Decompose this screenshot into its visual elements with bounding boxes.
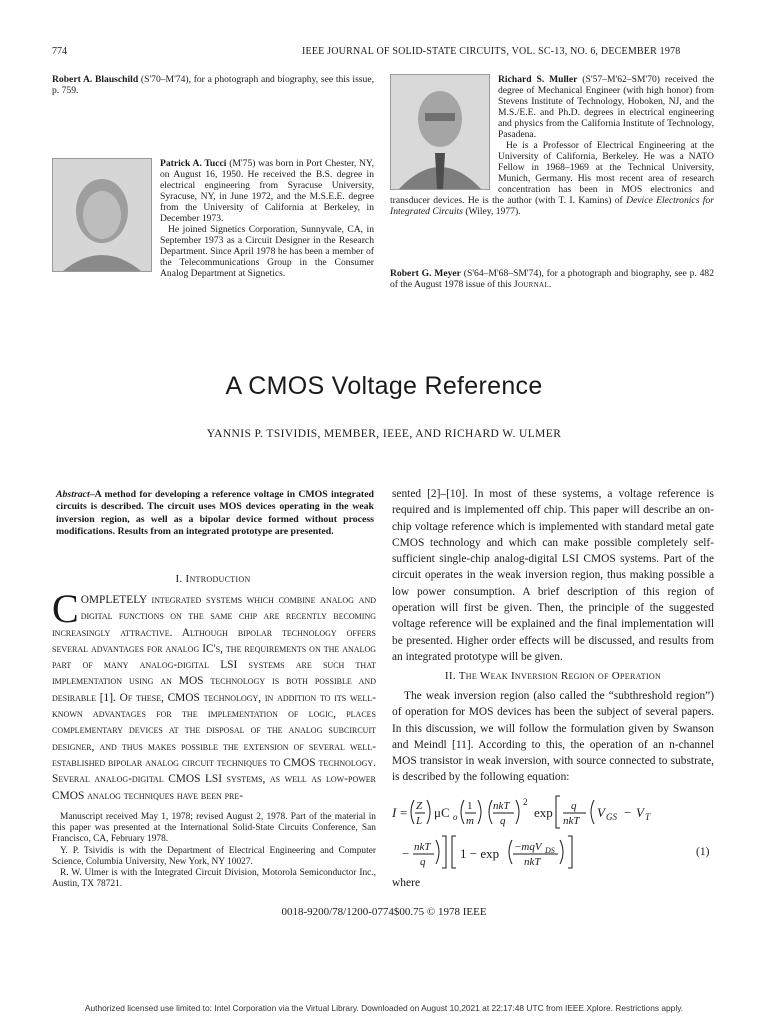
paper-title: A CMOS Voltage Reference: [225, 372, 543, 400]
paper-authors: YANNIS P. TSIVIDIS, MEMBER, IEEE, AND RICHARD W. ULMER: [206, 428, 562, 440]
bio-name: Robert A. Blauschild: [52, 74, 139, 85]
bio-tucci: Patrick A. Tucci (M'75) was born in Port Chester, NY, on August 16, 1950. He received the B.S. degree in electrical engineering from Syracuse University, Syracuse, NY, in June 1972, and the M.S.E.E. degree from the University of California at Berkeley, in December 1973. He joined Signetics Corporation, Sunnyvale, CA, in September 1973 as a Circuit Designer in the Research Department. Since April 1978 he has been a member of the Telecommunications Group in the Consumer Analog Department at Signetics.: [160, 158, 375, 279]
svg-text:nkT: nkT: [563, 815, 580, 827]
svg-text:−: −: [402, 846, 410, 861]
running-head: IEEE JOURNAL OF SOLID-STATE CIRCUITS, VOL. SC-13, NO. 6, DECEMBER 1978: [302, 46, 681, 57]
svg-text:o: o: [453, 812, 458, 822]
svg-text:m: m: [466, 815, 474, 827]
svg-text:GS: GS: [606, 812, 617, 822]
svg-text:q: q: [500, 815, 506, 827]
svg-text:I: I: [392, 805, 397, 820]
svg-text:Z: Z: [416, 800, 423, 812]
svg-text:V: V: [636, 805, 644, 820]
abstract: Abstract–A method for developing a reference voltage in CMOS integrated circuits is described. The circuit uses MOS devices operating in the weak inversion region, as well as a bipolar device formed without process modifications. Results from an integrated prototype are presented.: [56, 489, 374, 538]
footnote-tsividis: Y. P. Tsividis is with the Department of Electrical Engineering and Computer Science, Columbia University, New York, NY 10027.: [52, 845, 376, 867]
col2-body: sented [2]–[10]. In most of these systems, a voltage reference is required and is implemented off chip. This paper will describe an on-chip voltage reference which is implemented with standard metal gate CMOS technology and which can make possible completely self-sufficient single-chip analog-digital LSI CMOS systems. Part of the circuit operates in the weak inversion region, thus making possible a low power consumption. A brief description of this region of operation will first be given. Then, the principle of the suggested voltage reference will be explained and the final implementation will be presented. Higher order effects will be discussed, and results from an integrated prototype will be given.: [392, 488, 714, 663]
bio-muller: Richard S. Muller (S'57–M'62–SM'70) received the degree of Mechanical Engineer (with high honor) from Stevens Institute of Technology, Hoboken, NJ, and the M.S./E.E. and Ph.D. degrees in electrical engineering and physics from the California Institute of Technology, Pasadena. He is a Professor of Electrical Engineering at the University of California, Berkeley. He was a NATO Fellow in 1968–1969 at the Technical University, Munich, Germany. His most recent area of research concentration has been in MOS electronics and transducer devices. He is the author (with T. I. Kamins) of Device Electronics for Integrated Circuits (Wiley, 1977).: [390, 74, 715, 217]
footnote-manuscript: Manuscript received May 1, 1978; revised August 2, 1978. Part of the material in this paper was presented at the International Solid-State Circuits Conference, San Francisco, CA, February 1978.: [52, 812, 376, 845]
license-footer: Authorized licensed use limited to: Intel Corporation via the Virtual Library. Downloaded on August 10,2021 at 22:17:48 UTC from IEEE Xplore. Restrictions apply.: [84, 1003, 684, 1013]
sec2-body: The weak inversion region (also called the “subthreshold region”) of operation for MOS devices has been the subject of several papers. In this discussion, we will follow the formulation given by Swanson and Meindl [11]. According to this, the operation of an n-channel MOS transistor in weak inversion, with source connected to substrate, is described by the following equation:: [392, 690, 714, 784]
where-label: where: [392, 877, 421, 889]
svg-text:q: q: [571, 800, 577, 812]
svg-text:nkT: nkT: [414, 841, 431, 853]
section-heading-introduction: I. Introduction: [175, 573, 251, 585]
svg-text:nkT: nkT: [524, 856, 541, 868]
equation-number: (1): [696, 846, 710, 858]
svg-text:1: 1: [467, 800, 473, 812]
equation-1: [392, 792, 722, 872]
page-number: 774: [52, 46, 67, 57]
footnote-ulmer: R. W. Ulmer is with the Integrated Circuit Division, Motorola Semiconductor Inc., Austin, TX 78721.: [52, 868, 376, 890]
svg-text:exp: exp: [534, 805, 553, 820]
svg-text:=: =: [400, 805, 408, 820]
copyright-line: 0018-9200/78/1200-0774$00.75 © 1978 IEEE: [281, 906, 487, 918]
svg-text:1 − exp: 1 − exp: [460, 846, 500, 861]
svg-text:DS: DS: [545, 846, 555, 855]
footnotes: [52, 812, 376, 890]
svg-text:T: T: [645, 812, 651, 822]
bio-name: Patrick A. Tucci: [160, 158, 227, 169]
section-heading-weak-inversion: II. The Weak Inversion Region of Operation: [444, 670, 662, 682]
svg-text:−mqV: −mqV: [514, 841, 542, 853]
abstract-label: Abstract: [56, 489, 90, 500]
bio-name: Robert G. Meyer: [390, 268, 461, 279]
bio-blauschild: Robert A. Blauschild (S'70–M'74), for a photograph and biography, see this issue, p. 759.: [52, 74, 374, 96]
svg-text:q: q: [420, 856, 426, 868]
svg-text:nkT: nkT: [493, 800, 510, 812]
intro-body: COMPLETELY integrated systems which combine analog and digital functions on the same chip are recently becoming increasingly attractive. Although bipolar technology offers several advantages for analog IC's, the requirements on the analog part of many analog-digital LSI systems are such that implementation using an MOS technology is both possible and desirable [1]. Of these, CMOS technology, in addition to its well-known advantages for the implementation of logic, places complementary devices at the disposal of the analog subcircuit designer, and thus makes possible the extension of several well-established bipolar analog circuit techniques to CMOS technology. Several analog-digital CMOS LSI systems, as well as low-power CMOS analog techniques have been pre-: [52, 586, 376, 802]
svg-text:L: L: [416, 815, 423, 827]
svg-text:−: −: [624, 805, 632, 820]
svg-text:μC: μC: [434, 805, 450, 820]
drop-cap: C: [52, 586, 79, 631]
bio-name: Richard S. Muller: [498, 74, 578, 85]
bio-meyer: Robert G. Meyer (S'64–M'68–SM'74), for a photograph and biography, see p. 482 of the August 1978 issue of this Journal.: [390, 268, 714, 290]
svg-text:V: V: [597, 805, 605, 820]
svg-text:2: 2: [523, 797, 528, 807]
